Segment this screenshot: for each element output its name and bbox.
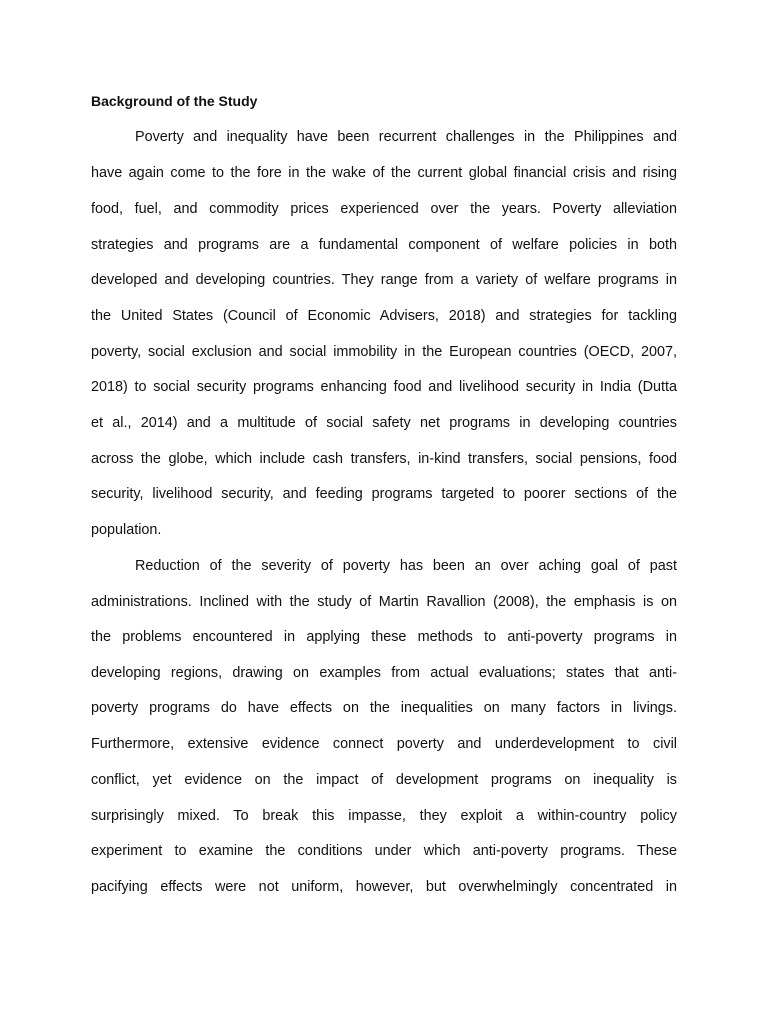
paragraph-line: pacifying effects were not uniform, however, but overwhelmingly concentrated in	[91, 879, 677, 895]
paragraph-line: the United States (Council of Economic Advisers, 2018) and strategies for tackling	[91, 308, 677, 324]
paragraph-line: developing regions, drawing on examples from actual evaluations; states that anti-	[91, 665, 677, 681]
paragraph-line: food, fuel, and commodity prices experienced over the years. Poverty alleviation	[91, 201, 677, 217]
paragraph-line: strategies and programs are a fundamental component of welfare policies in both	[91, 237, 677, 253]
paragraph-line: Furthermore, extensive evidence connect poverty and underdevelopment to civil	[91, 736, 677, 752]
paragraph-line: experiment to examine the conditions under which anti-poverty programs. These	[91, 843, 677, 859]
paragraph-line: conflict, yet evidence on the impact of development programs on inequality is	[91, 772, 677, 788]
paragraph-line: et al., 2014) and a multitude of social safety net programs in developing countries	[91, 415, 677, 431]
paragraph-line: surprisingly mixed. To break this impasse, they exploit a within-country policy	[91, 808, 677, 824]
paragraph-line: developed and developing countries. They range from a variety of welfare programs in	[91, 272, 677, 288]
paragraph-line: Poverty and inequality have been recurrent challenges in the Philippines and	[135, 129, 677, 145]
section-heading: Background of the Study	[91, 93, 258, 109]
paragraph-line: the problems encountered in applying these methods to anti-poverty programs in	[91, 629, 677, 645]
paragraph-line: poverty, social exclusion and social immobility in the European countries (OECD, 2007,	[91, 344, 677, 360]
paragraph-line: 2018) to social security programs enhancing food and livelihood security in India (Dutta	[91, 379, 677, 395]
paragraph-line: population.	[91, 522, 162, 538]
paragraph-line: poverty programs do have effects on the inequalities on many factors in livings.	[91, 700, 677, 716]
paragraph-line: have again come to the fore in the wake of the current global financial crisis and rising	[91, 165, 677, 181]
paragraph-line: administrations. Inclined with the study of Martin Ravallion (2008), the emphasis is on	[91, 594, 677, 610]
paragraph-line: Reduction of the severity of poverty has been an over aching goal of past	[135, 558, 677, 574]
paragraph-line: across the globe, which include cash transfers, in-kind transfers, social pensions, food	[91, 451, 677, 467]
paragraph-line: security, livelihood security, and feeding programs targeted to poorer sections of the	[91, 486, 677, 502]
